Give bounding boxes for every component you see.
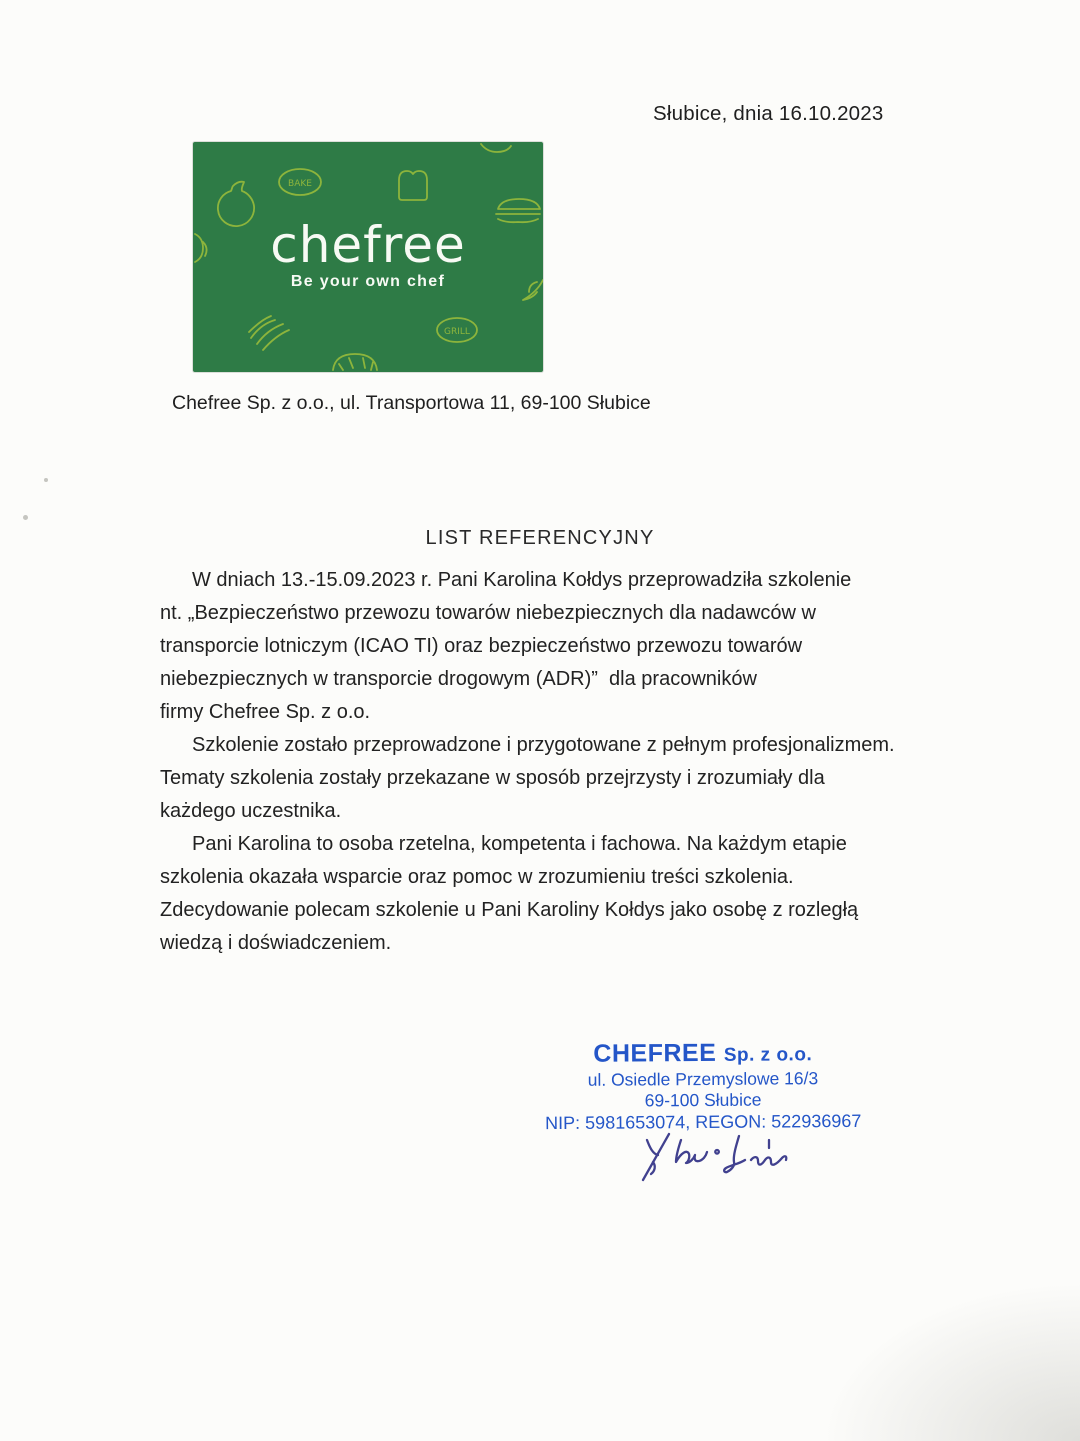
- body-line: Szkolenie zostało przeprowadzone i przygotowane z pełnym profesjonalizmem.: [192, 734, 895, 756]
- logo-wordmark: chefree: [270, 216, 466, 274]
- burger-doodle-icon: [496, 199, 540, 222]
- handwritten-signature: [633, 1130, 823, 1194]
- body-line: Zdecydowanie polecam szkolenie u Pani Karoliny Kołdys jako osobę z rozległą: [160, 899, 859, 921]
- body-line: każdego uczestnika.: [160, 800, 342, 822]
- scan-corner-shadow: [820, 1281, 1080, 1441]
- stamp-company-line: [538, 1039, 868, 1070]
- grill-badge-label: GRILL: [444, 327, 470, 337]
- stamp-registration-line: NIP: 5981653074, REGON: 522936967: [545, 1110, 862, 1134]
- scan-speck: [23, 515, 28, 520]
- croissant-doodle-icon: [481, 144, 511, 152]
- toast-doodle-icon: [399, 171, 427, 200]
- stamp-address-line1: ul. Osiedle Przemyslowe 16/3: [587, 1068, 819, 1090]
- body-line: Tematy szkolenia zostały przekazane w sposób przejrzysty i zrozumiały dla: [160, 767, 825, 789]
- paragraph-2: [160, 729, 960, 828]
- company-stamp: [538, 1039, 869, 1134]
- stamp-address-line2: 69-100 Słubice: [644, 1089, 762, 1111]
- body-line: firmy Chefree Sp. z o.o.: [160, 701, 371, 723]
- document-title: LIST REFERENCYJNY: [425, 527, 655, 549]
- body-line: niebezpiecznych w transporcie drogowym (ADR)” dla pracowników: [160, 668, 757, 690]
- logo-tagline: Be your own chef: [290, 273, 446, 290]
- scan-speck: [44, 478, 48, 482]
- noodles-doodle-icon: [249, 316, 289, 350]
- body-line: W dniach 13.-15.09.2023 r. Pani Karolina Kołdys przeprowadziła szkolenie: [192, 569, 852, 591]
- stamp-company-suffix: Sp. z o.o.: [723, 1044, 813, 1066]
- pie-doodle-icon: [333, 354, 377, 370]
- body-line: transporcie lotniczym (ICAO TI) oraz bezpieczeństwo przewozu towarów: [160, 635, 803, 657]
- body-line: Pani Karolina to osoba rzetelna, kompetenta i fachowa. Na każdym etapie: [192, 833, 847, 855]
- body-line: wiedzą i doświadczeniem.: [160, 932, 392, 954]
- body-line: szkolenia okazała wsparcie oraz pomoc w zrozumieniu treści szkolenia.: [160, 866, 794, 888]
- stamp-company-name: CHEFREE: [593, 1038, 717, 1068]
- date-line: Słubice, dnia 16.10.2023: [653, 102, 884, 125]
- sender-address-line: Chefree Sp. z o.o., ul. Transportowa 11, 69-100 Słubice: [172, 392, 651, 414]
- body-line: nt. „Bezpieczeństwo przewozu towarów niebezpiecznych dla nadawców w: [160, 602, 816, 624]
- paragraph-3: [160, 828, 960, 960]
- paragraph-1: [160, 564, 960, 729]
- bake-badge-label: BAKE: [288, 179, 312, 189]
- letter-body: [160, 564, 960, 960]
- company-logo: [193, 142, 543, 372]
